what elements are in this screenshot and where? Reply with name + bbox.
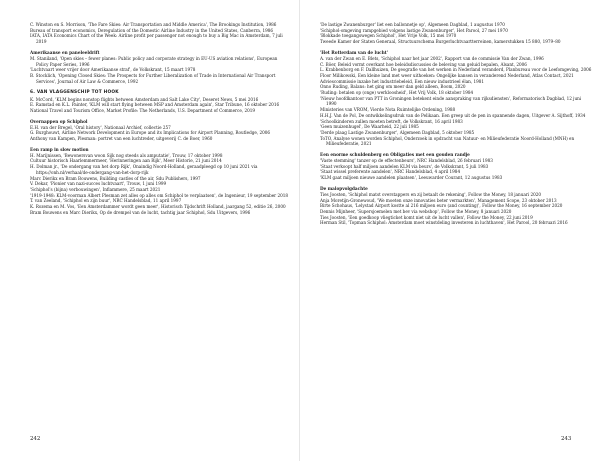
bibliography-entry: 'KLM gaat miljoen nieuwe aandelen plaatsen', Leeuwarder Courant, 12 augustus 1983	[320, 175, 503, 181]
bibliography-subheading: 'Het Rotterdam van de lucht'	[320, 50, 388, 56]
bibliography-entry: Herman Stil, 'Topman Schiphol: Amsterdam moet winstdeling investeren in luchthaven', Het Parool, 20 februari 2016	[320, 220, 568, 226]
bibliography-entry: Ties Joosten, 'Een goedkoop vliegticket komt niet uit de lucht vallen', Follow the Money, 22 juni 2019	[320, 214, 533, 220]
bibliography-entry: K. Rozema en M. Vos, 'Een Amsterdammer wordt geen meer', Historisch Tijdschrift Holland, jaargang 52, editie 26, 2000	[30, 204, 286, 210]
bibliography-entry: ToTO, Analyse wonen worden Schiphol, Onderzoek in opdracht van Natuur- en Milieufederatie Noord-Holland (MNH) en Milieufederatie, 2021	[320, 135, 575, 147]
bibliography-entry: 'Schoolkinderen zullen moeten betreft, de Volkskrant, 16 april 1983	[320, 118, 463, 124]
bibliography-entry: Bureau of transport economics, Deregulation of the Domestic Airline Industry in the United States, Canberra, 1986	[30, 27, 274, 33]
bibliography-entry: Ministeries van VROM, Vierde Nota Ruimtelijke Ordening, 1988	[320, 107, 456, 113]
bibliography-entry: C. Winston en S. Morrison, 'The Fare Skies: Air Transportation and Middle America', The Brookings Institution, 1986	[30, 22, 277, 27]
bibliography-entry: 'Nieuw hoofdkantoor van PTT in Groningen betekent einde aanspraking van rijksdiensten', Reformatorisch Dagblad, 12 juni 1990	[320, 95, 582, 107]
bibliography-entry: 'Luchtvaart weer vrijer door Amerikaanse straf', de Volkskrant, 15 maart 1978	[30, 67, 196, 73]
chapter-section-heading: 6. VAN VLAGGENSCHIP TOT HOOK	[30, 90, 119, 96]
left-page-number: 242	[30, 436, 41, 442]
bibliography-entry: E.H. van der Bregel, 'Oral history', Nationaal Archief, collectie 257	[30, 124, 171, 130]
bibliography-entry: Birte Schohaus, 'Lelystad Airport kostte al 216 miljoen euro (and counting)', Follow the Money, 16 september 2020	[320, 203, 563, 209]
bibliography-entry: B. Stocklich, 'Opening Closed Skies: The Prospects for Further Liberalization of Trade in International Air Transport Services', Journal of Air Law & Commerce, 1992	[30, 72, 276, 84]
bibliography-entry: H. Marijnissen, 'Bewonersvan woon Sijk nog steeds als amputatie', Trouw, 17 oktober 1998	[30, 152, 223, 158]
bibliography-subheading: Amerikaanse en paneleeldrift	[30, 50, 100, 56]
bibliography-entry: Marc Dierikx en Bram Bouwens, Building castles of the air, Sdu Publishers, 1997	[30, 175, 201, 181]
bibliography-entry: Dennis Mijnheer, 'Supersjoemelen met bev via webshop', Follow the Money, 8 januari 2020	[320, 208, 512, 214]
bibliography-subheading: De malopvolgdachte	[320, 186, 368, 192]
bibliography-entry: National Travel and Tourism Office, Market Profile: The Netherlands, U.S. Department of Commerce, 2019	[30, 107, 255, 113]
bibliography-entry: 'Geen muizenhugel', De Waarheid, 22 juli 1985	[320, 124, 419, 130]
bibliography-entry: 'Derde plaag Lastige Zwanenburger', Algemeen Dagblad, 5 oktober 1985	[320, 129, 475, 135]
bibliography-entry: Anthony van Kampen, Plesman: portret van een luchtreder, uitgeverij C. de Boer, 1960	[30, 136, 213, 142]
bibliography-entry: Floor Milikowski, Een kleine land met weer uithoeken: Ongelijke kansen in veranderend Nederland, Atlas Contact, 2021	[320, 72, 574, 78]
bibliography-entry: V. Dekar, 'Pionier van nazi-succes luchtvaart', Trouw, 1 juni 1999	[30, 181, 167, 187]
bibliography-entry: 'Staat wissel preferente aandelen', NRC Handelsblad, 4 april 1984	[320, 169, 461, 175]
bibliography-entry: Bram Bouwens en Marc Dierikx, Op de drempel van de lucht, tachtig jaar Schiphol, Sdu Uitgevers, 1996	[30, 209, 251, 215]
bibliography-entry: 'Schiphol-omgeving rampgebied volgens lastige Zwanenburger', Het Parool, 27 mei 1970	[320, 27, 508, 33]
bibliography-entry: G. Burghouwt, Airline Network Development in Europe and its Implications for Airport Planning, Routledge, 2006	[30, 130, 271, 136]
bibliography-entry: M. Staniland, 'Open skies – fewer planes: Public policy and corporate strategy in EU-US aviation relations', European Policy Paper Series, 1996	[30, 55, 278, 67]
bibliography-entry: 'Staat verkoopt half miljoen aandelen KLM via beurs', de Volkskrant, 5 juli 1983	[320, 163, 489, 169]
bibliography-entry: C. Böer, Beleid vormt overkant hoe beleidsdiscussies de beleving van geluid bepalen, Alsant, 2006	[320, 61, 527, 67]
bibliography-entry: 'Schiphol's (bijna) verbouwingen', Inflammere, 25 maart 2021	[30, 186, 161, 192]
bibliography-entry: Anja Moretijn-Gronewoud, 'We moeten onze innovaties beter vermarkten', Management Scope, 23 oktober 2013	[320, 197, 557, 203]
bibliography-entry: L. Krabbenborg en F. Dallhuizen, De geografie van het werken in Nederland veranderd, Planbureau voor de Leefomgeving, 2006	[320, 67, 592, 73]
bibliography-entry: 'Blokkade toegangswegen Schiphol', Het Vrije Volk, 15 mei 1970	[320, 33, 457, 39]
bibliography-entry: E. Ramstad en K.L. Painter, 'KLM will start flying between MSP and Amsterdam again', Star Tribune, 16 oktober 2016	[30, 102, 280, 108]
bibliography-entry: H.H.J. Van de Pol, De ontwikkelingsdruk van de Pelikaan. Een greep uit de pen in spannende dagen, Uitgever A. Sijthoff, 1934	[320, 112, 586, 118]
bibliography-entry: Onno Ruding, Balans: het ging om meer dan geld alleen, Boom, 2020	[320, 84, 466, 90]
bibliography-entry: H. Dolman jr., 'De ondergang van het dorp Rijk', Onaindig Noord-Holland, geraadpleegd op 10 juni 2021 via https://onh.nl/verhaal/de-ondergang-van-het-dorp-rijk	[30, 164, 258, 175]
bibliography-subheading: Een ramp in slow motion	[30, 147, 89, 153]
bibliography-entry: Adviescommissie inzake het industriebeleid, Een nieuw industrieel élan, 1981	[320, 78, 485, 84]
right-page	[300, 0, 600, 461]
bibliography-entry: 'Ruding: betalen op (onge) werkloosheid', Het Vrij Volk, 18 oktober 1984	[320, 90, 474, 96]
bibliography-entry: Cultuur historisch Haarlemmermeer, 'Herinneringen aan Rijk', Meer Historie, 21 juni 2014	[30, 158, 222, 164]
bibliography-subheading: Overnappen op Schiphol	[30, 118, 88, 124]
bibliography-entry: A. van der Zwan en E. Blets, 'Schiphol naar het jaar 2002', Rapport van de commissie Van der Zwan, 1996	[320, 55, 544, 61]
bibliography-subheading: Een enorme schuldenberg en Obligaties met een gouden randje	[320, 152, 470, 158]
bibliography-entry: K. McCord, 'KLM begins nonstop flights between Amsterdam and Salt Lake City', Deseret News, 5 mei 2016	[30, 96, 259, 102]
bibliography-entry: T. van Zeeland, 'Schiphol en zijn buur', NRC Handelsblad, 11 april 1997	[30, 198, 182, 204]
bibliography-entry: Ties Joosten, 'Schiphol matst overstappers en zij betaalt de rekening', Follow the Money, 18 januari 2020	[320, 191, 541, 197]
bibliography-entry: '1919-1948: KLM-voorman Albert Plesman zet alles op alles om Schiphol te verplaatsen', de Ingenieur, 19 september 2018	[30, 192, 289, 198]
bibliography-entry: 'Vaste stemming' tanzer op de effectenbeurs', NRC Handelsblad, 26 februari 1983	[320, 158, 493, 164]
bibliography-entry: 'De lastige Zwanenburger' liet een ballonnetje op', Algemeen Dagblad, 1 augustus 1970	[320, 22, 505, 27]
bibliography-entry: Tweede Kamer der Staten Generaal, Structuurschema Burgerluchtvaartterreinen, kamerstukken 15 880, 1979–80	[320, 39, 561, 45]
right-page-number: 243	[561, 436, 572, 442]
bibliography-entry: IATA, IATA Economics Chart of the Week: Airline profit per passenger not enough to buy a Big Mac in Amsterdam, 7 juli 2019	[30, 33, 283, 45]
